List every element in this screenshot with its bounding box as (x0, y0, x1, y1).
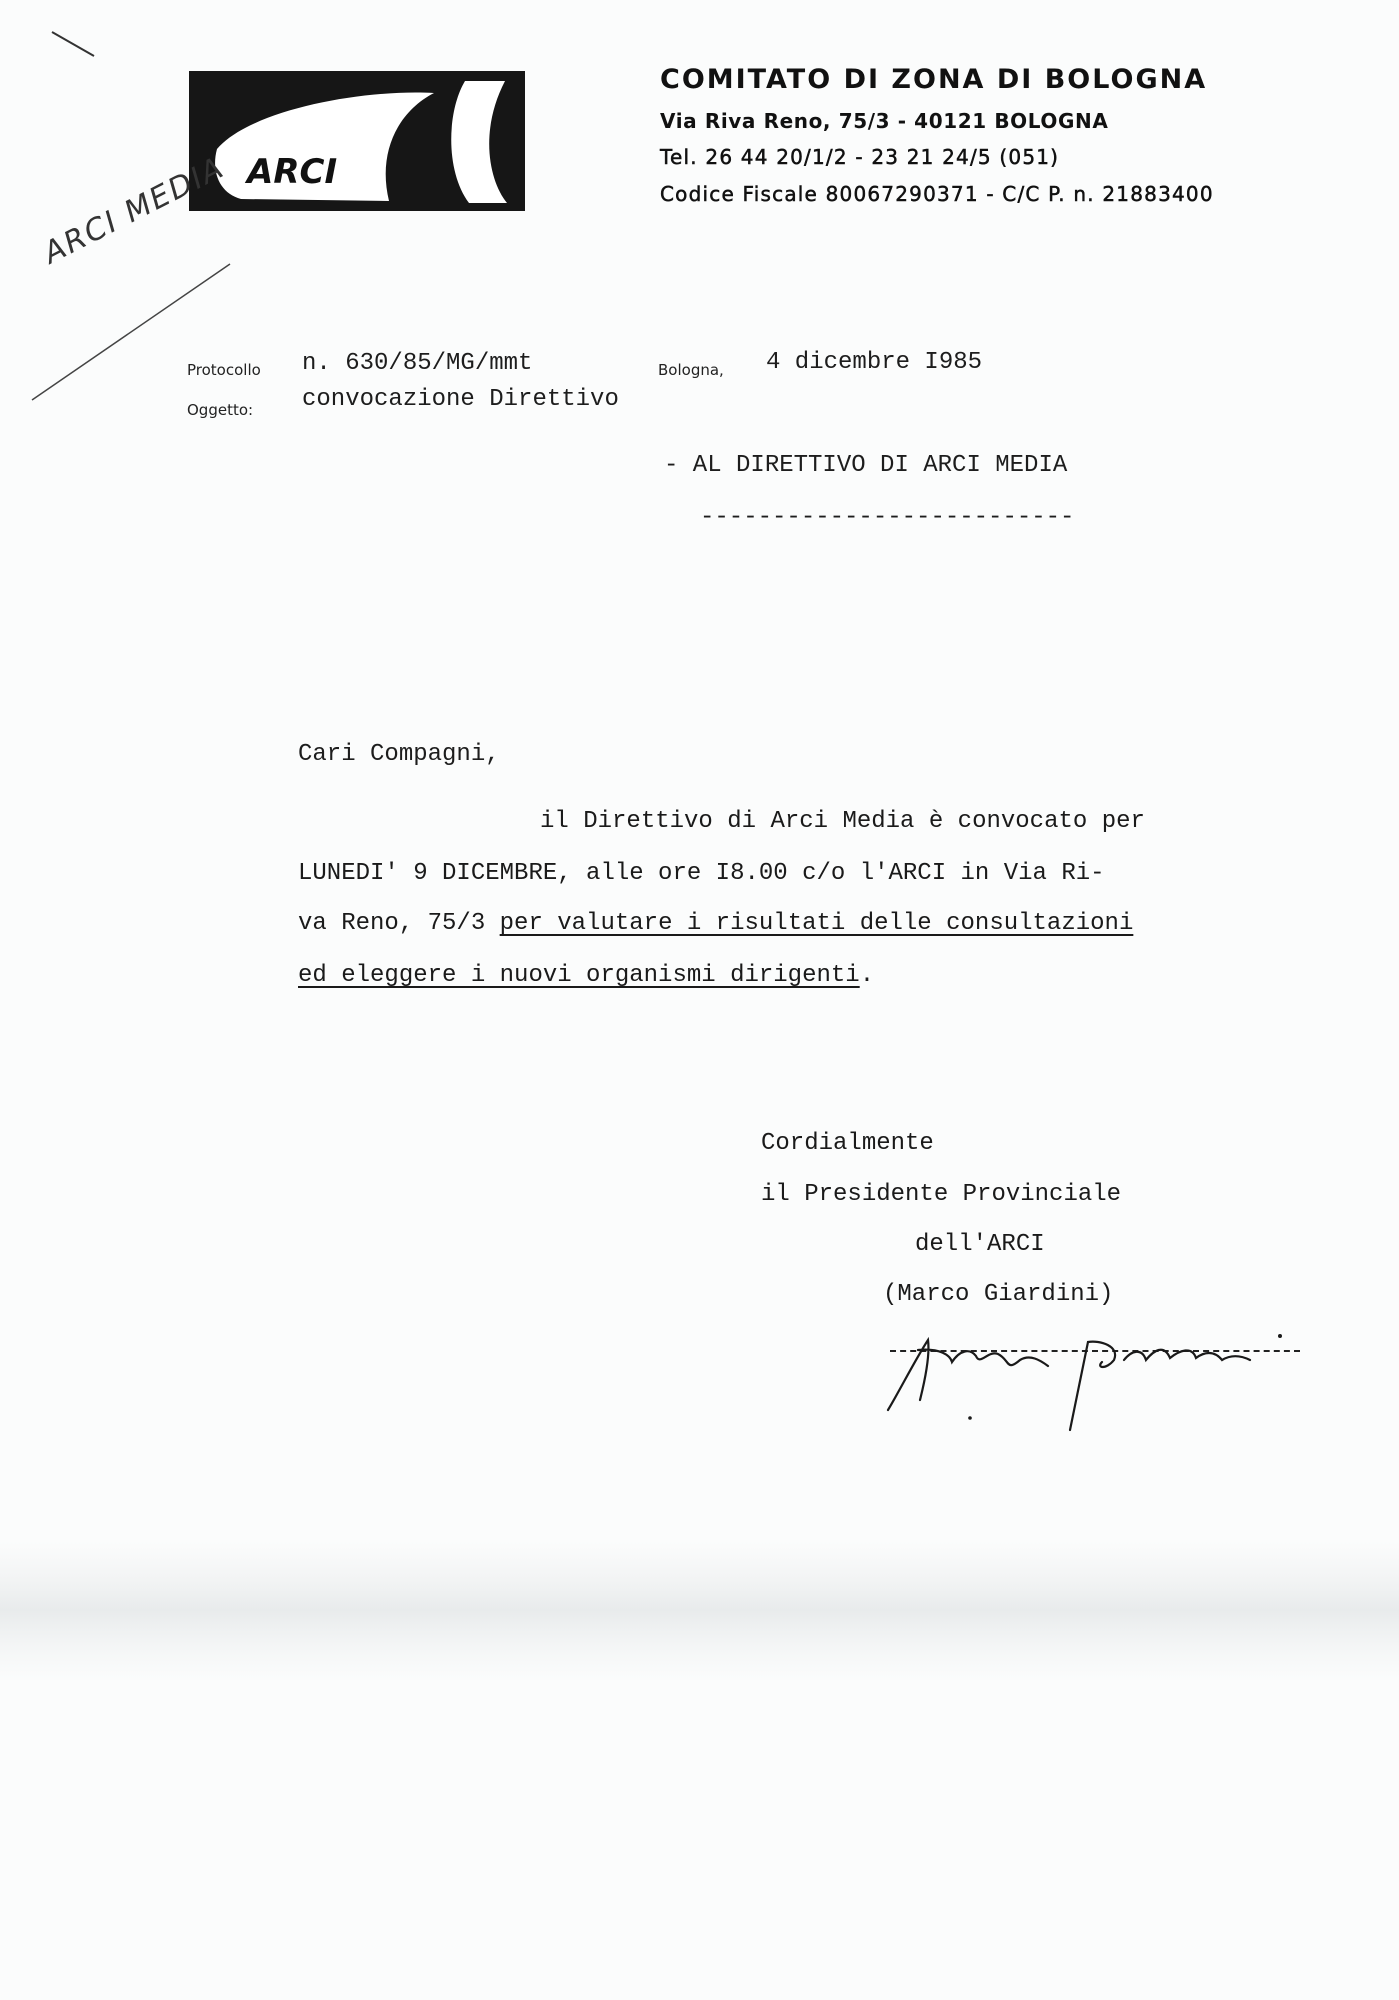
signer-title: il Presidente Provinciale (761, 1181, 1122, 1208)
body-line (298, 910, 1133, 937)
salutation: Cari Compagni, (298, 741, 500, 768)
protocol-number: n. 630/85/MG/mmt (302, 350, 533, 377)
recipient-underline: -------------------------- (700, 504, 1075, 531)
place-label: Bologna, (658, 361, 724, 379)
organization-phone: Tel. 26 44 20/1/2 - 23 21 24/5 (051) (660, 145, 1060, 169)
closing-greeting: Cordialmente (761, 1130, 934, 1157)
svg-text:ARCI: ARCI (247, 152, 338, 192)
subject-label: Oggetto: (187, 401, 254, 419)
body-line (298, 962, 874, 989)
scan-smudge (0, 1540, 1399, 1680)
body-text: va Reno, 75/3 (298, 910, 500, 937)
organization-name: COMITATO DI ZONA DI BOLOGNA (660, 64, 1208, 95)
pen-mark-decoration (50, 30, 100, 65)
protocol-label: Protocollo (187, 361, 261, 379)
letter-date: 4 dicembre I985 (766, 349, 983, 376)
underlined-text: per valutare i risultati delle consultazioni (499, 910, 1134, 937)
handwritten-margin-note: ARCI MEDIA (38, 150, 231, 272)
subject-value: convocazione Direttivo (302, 386, 619, 413)
margin-note-underline (30, 262, 240, 402)
handwritten-signature (870, 1310, 1300, 1440)
organization-address: Via Riva Reno, 75/3 - 40121 BOLOGNA (660, 109, 1109, 133)
body-line: LUNEDI' 9 DICEMBRE, alle ore I8.00 c/o l'ARCI in Via Ri- (298, 860, 1105, 887)
organization-fiscal-code: Codice Fiscale 80067290371 - C/C P. n. 21883400 (660, 182, 1214, 206)
body-line: il Direttivo di Arci Media è convocato per (540, 808, 1145, 835)
underlined-text: ed eleggere i nuovi organismi dirigenti (298, 962, 860, 989)
recipient-line: - AL DIRETTIVO DI ARCI MEDIA (664, 452, 1068, 479)
body-text: . (859, 962, 875, 989)
signer-name: (Marco Giardini) (883, 1281, 1114, 1308)
arci-logo (189, 71, 525, 211)
signer-organization: dell'ARCI (915, 1231, 1045, 1258)
